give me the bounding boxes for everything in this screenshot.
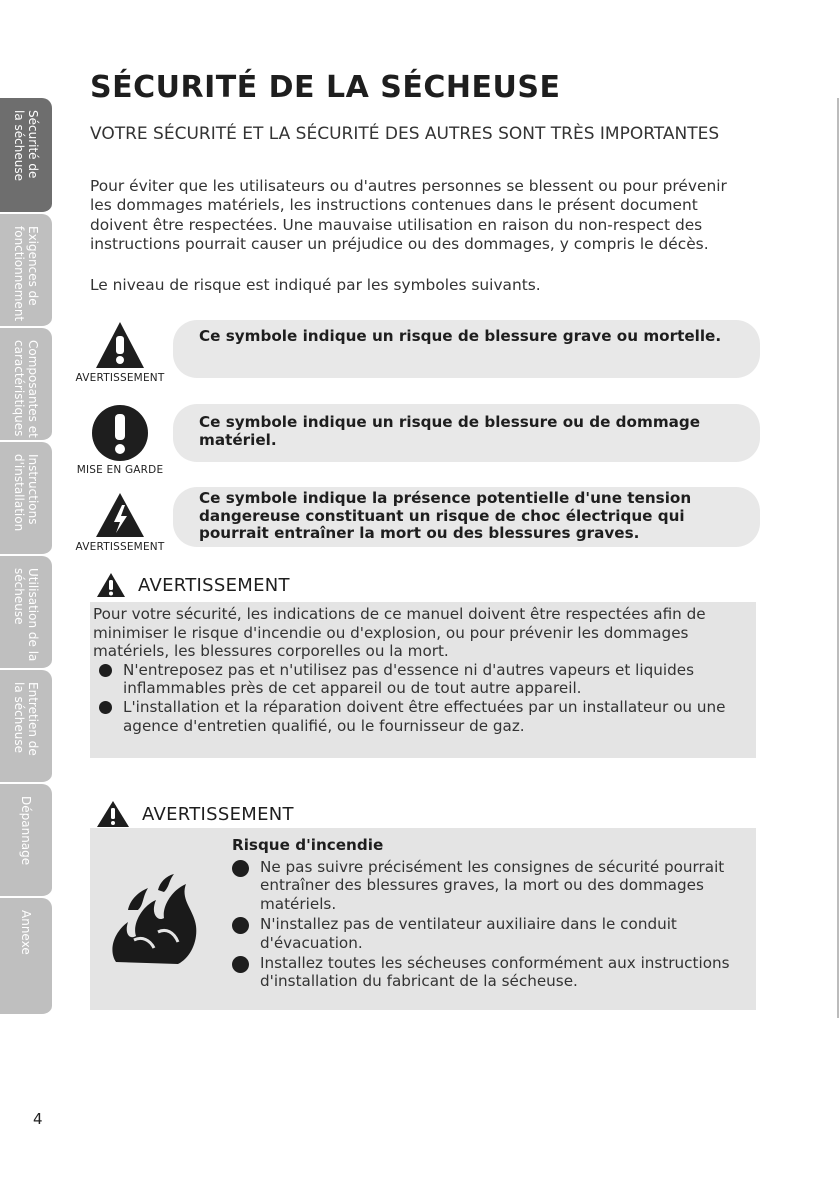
tab-label: Annexe	[19, 910, 33, 955]
symbol-description: Ce symbole indique un risque de blessure grave ou mortelle.	[173, 320, 760, 378]
tab-securite[interactable]	[0, 98, 52, 214]
bullet-dot	[232, 860, 249, 877]
fire-risk-title: Risque d'incendie	[232, 836, 384, 854]
warning-heading	[96, 572, 290, 598]
fire-icon	[98, 870, 208, 970]
warning-bullet: N'installez pas de ventilateur auxiliaire dans le conduit d'évacuation.	[232, 915, 746, 952]
tab-label: Entretien de la sécheuse	[12, 682, 40, 756]
warning-box-safety	[90, 602, 756, 758]
fire-warning-content	[232, 836, 746, 993]
symbol-caption: MISE EN GARDE	[76, 464, 164, 476]
warning-bullet: Installez toutes les sécheuses conformément aux instructions d'installation du fabricant de la sécheuse.	[232, 954, 746, 991]
symbol-description: Ce symbole indique un risque de blessure ou de dommage matériel.	[173, 404, 760, 462]
electric-shock-icon	[94, 491, 146, 539]
tab-label: Utilisation de la sécheuse	[12, 568, 40, 662]
tab-label: Dépannage	[19, 796, 33, 866]
tab-label: Sécurité de la sécheuse	[12, 110, 40, 181]
symbol-icon-block	[70, 491, 170, 553]
symbol-icon-block	[70, 320, 170, 384]
warning-triangle-icon	[96, 800, 130, 828]
tab-depannage[interactable]	[0, 784, 52, 898]
warning-box-fire	[90, 828, 756, 1010]
bullet-dot	[99, 701, 112, 714]
intro-paragraph: Pour éviter que les utilisateurs ou d'autres personnes se blessent ou pour prévenir les dommages matériels, les instructions contenues dans le présent document doivent être respectées. Une mauvaise utilisation en raison du non-respect des instructions pourrait causer un préjudice ou des dommages, y compris le décès.	[90, 177, 727, 254]
warning-bullet: L'installation et la réparation doivent être effectuées par un installateur ou une agence d'entretien qualifié, ou le fournisseur de gaz.	[93, 698, 752, 735]
symbol-row-warning	[70, 320, 760, 382]
caution-circle-icon	[91, 404, 149, 462]
tab-label: Instructions d'installation	[12, 454, 40, 532]
tab-exigences[interactable]	[0, 214, 52, 328]
symbol-caption: AVERTISSEMENT	[75, 541, 165, 553]
symbol-caption: AVERTISSEMENT	[75, 372, 165, 384]
warning-heading-text: AVERTISSEMENT	[138, 574, 290, 596]
symbol-icon-block	[70, 404, 170, 476]
symbol-description: Ce symbole indique la présence potentielle d'une tension dangereuse constituant un risque de choc électrique qui pourrait entraîner la mort ou des blessures graves.	[173, 487, 760, 547]
tab-utilisation[interactable]	[0, 556, 52, 670]
tab-installation[interactable]	[0, 442, 52, 556]
symbol-row-electric	[70, 487, 760, 553]
warning-bullet: N'entreposez pas et n'utilisez pas d'essence ni d'autres vapeurs et liquides inflammables près de cet appareil ou de tout autre appareil.	[93, 661, 752, 698]
warning-triangle-icon	[96, 572, 126, 598]
tab-composantes[interactable]	[0, 328, 52, 442]
risk-level-text: Le niveau de risque est indiqué par les symboles suivants.	[90, 276, 541, 294]
tab-label: Exigences de fonctionnement	[12, 226, 40, 322]
warning-text: Pour votre sécurité, les indications de ce manuel doivent être respectées afin de minimiser le risque d'incendie ou d'explosion, ou pour prévenir les dommages matériels, les blessures corporelles ou la mort.	[93, 605, 706, 661]
bullet-dot	[232, 956, 249, 973]
bullet-dot	[232, 917, 249, 934]
warning-bullet: Ne pas suivre précisément les consignes de sécurité pourrait entraîner des blessures graves, la mort ou des dommages matériels.	[232, 858, 746, 913]
warning-triangle-icon	[94, 320, 146, 370]
tab-label: Composantes et caractéristiques	[12, 340, 40, 438]
page-title: SÉCURITÉ DE LA SÉCHEUSE	[90, 70, 561, 105]
page-number: 4	[33, 1110, 43, 1128]
bullet-dot	[99, 664, 112, 677]
tab-annexe[interactable]	[0, 898, 52, 1016]
warning-heading-text: AVERTISSEMENT	[142, 803, 294, 825]
tab-entretien[interactable]	[0, 670, 52, 784]
warning-heading	[96, 800, 294, 828]
subtitle: VOTRE SÉCURITÉ ET LA SÉCURITÉ DES AUTRES SONT TRÈS IMPORTANTES	[90, 124, 720, 144]
symbol-row-caution	[70, 404, 760, 478]
